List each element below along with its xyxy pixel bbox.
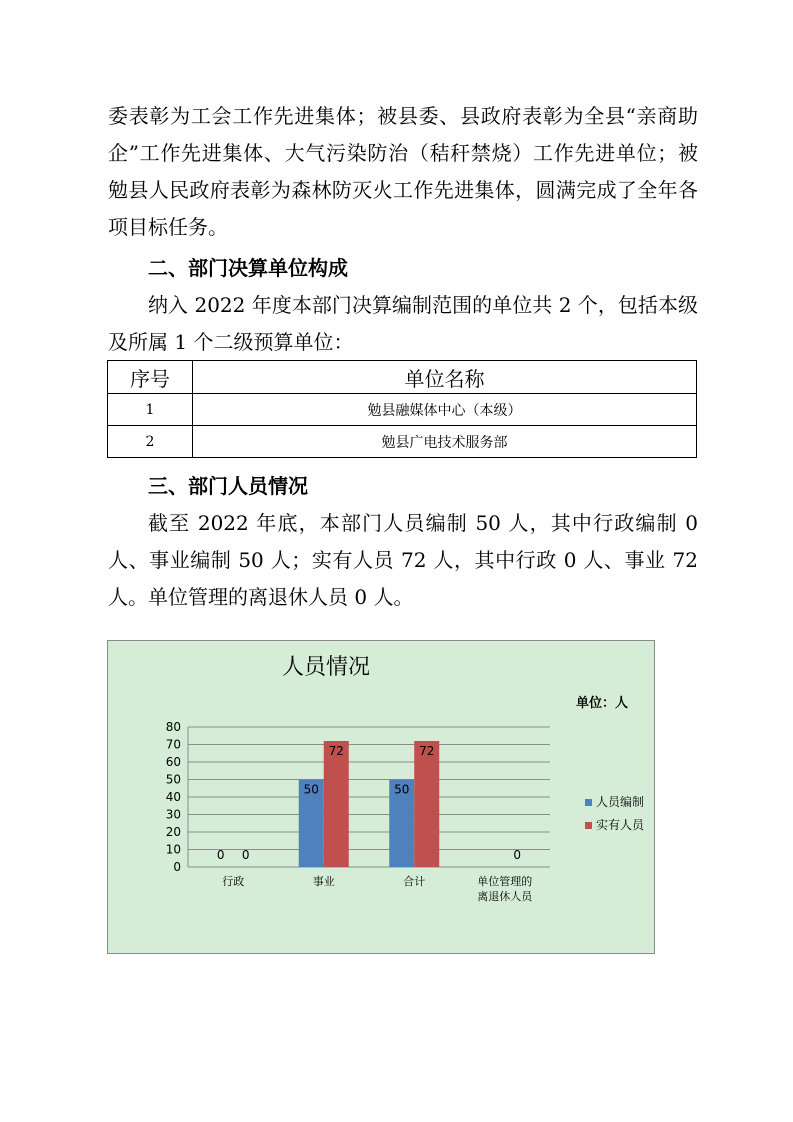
x-tick-label: 单位管理的 — [477, 875, 533, 888]
y-tick-label: 60 — [165, 755, 181, 769]
table-header-row — [108, 361, 697, 394]
data-label: 0 — [513, 848, 522, 862]
x-tick-label: 事业 — [312, 875, 335, 888]
unit-table — [107, 360, 697, 458]
table-header-unit-name: 单位名称 — [193, 361, 697, 394]
data-label: 72 — [328, 744, 344, 758]
y-tick-label: 70 — [165, 737, 181, 752]
x-tick-label: 行政 — [222, 875, 245, 888]
table-header-index: 序号 — [108, 361, 193, 394]
table-cell-unit-name: 勉县广电技术服务部 — [193, 426, 697, 458]
legend-label: 实有人员 — [596, 818, 645, 832]
paragraph-unit-composition: 纳入 2022 年度本部门决算编制范围的单位共 2 个，包括本级及所属 1 个二级预算单位： — [108, 293, 698, 354]
personnel-chart — [107, 640, 655, 954]
legend-swatch — [585, 822, 592, 829]
table-cell-unit-name: 勉县融媒体中心（本级） — [193, 394, 697, 426]
bar-实有人员 — [414, 741, 439, 867]
y-tick-label: 50 — [165, 772, 181, 787]
data-label: 50 — [303, 782, 319, 797]
data-label: 0 — [216, 848, 225, 862]
chart-title: 人员情况 — [281, 655, 371, 680]
table-row — [108, 426, 697, 458]
table-row — [108, 394, 697, 426]
y-tick-label: 80 — [165, 720, 181, 734]
chart-unit-note: 单位：人 — [575, 696, 629, 711]
table-cell-index: 1 — [108, 394, 193, 426]
section-heading-personnel: 三、部门人员情况 — [148, 474, 308, 498]
y-tick-label: 40 — [165, 790, 181, 804]
table-cell-index: 2 — [108, 426, 193, 458]
data-label: 0 — [241, 848, 250, 862]
y-tick-label: 0 — [173, 860, 181, 874]
y-tick-label: 10 — [165, 842, 181, 857]
section-heading-unit-composition: 二、部门决算单位构成 — [148, 256, 348, 280]
paragraph-personnel: 截至 2022 年底，本部门人员编制 50 人，其中行政编制 0 人、事业编制 50 人；实有人员 72 人，其中行政 0 人、事业 72 人。单位管理的离退休人员 0 人。 — [108, 511, 698, 609]
paragraph-awards: 委表彰为工会工作先进集体；被县委、县政府表彰为全县“亲商助企”工作先进集体、大气污染防治（秸秆禁烧）工作先进单位；被勉县人民政府表彰为森林防灭火工作先进集体，圆满完成了全年各项目标任务。 — [108, 104, 698, 239]
bar-实有人员 — [324, 741, 349, 867]
x-tick-label: 合计 — [403, 875, 426, 888]
data-label: 72 — [419, 744, 435, 758]
x-tick-label: 离退休人员 — [477, 890, 533, 903]
y-tick-label: 20 — [165, 825, 181, 839]
y-tick-label: 30 — [165, 807, 181, 822]
legend-label: 人员编制 — [596, 795, 645, 809]
legend-swatch — [585, 799, 592, 806]
chart-svg — [108, 641, 656, 955]
data-label: 50 — [394, 782, 410, 797]
